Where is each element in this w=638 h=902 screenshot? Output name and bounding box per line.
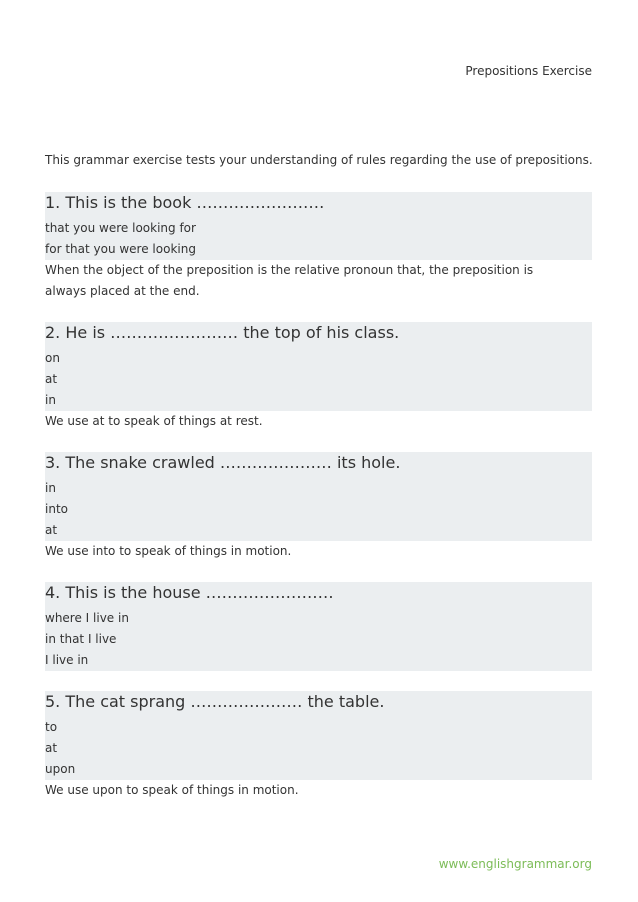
answer-option[interactable]: upon (45, 762, 76, 776)
answer-option[interactable]: I live in (45, 653, 89, 667)
answer-option[interactable]: into (45, 502, 68, 516)
question-4 (45, 582, 592, 671)
questions-list (45, 192, 592, 821)
question-box (45, 452, 592, 541)
question-box (45, 582, 592, 671)
explanation-text: We use at to speak of things at rest. (45, 414, 263, 428)
question-5 (45, 691, 592, 801)
answer-option[interactable]: at (45, 372, 58, 386)
explanation-text: We use into to speak of things in motion. (45, 544, 292, 558)
answer-option[interactable]: at (45, 741, 58, 755)
question-title: 4. This is the house …………………… (45, 583, 334, 602)
answer-option[interactable]: in that I live (45, 632, 117, 646)
question-3 (45, 452, 592, 562)
footer-site-link[interactable]: www.englishgrammar.org (438, 857, 592, 871)
question-title: 5. The cat sprang ………………… the table. (45, 692, 385, 711)
question-box (45, 192, 592, 260)
answer-option[interactable]: that you were looking for (45, 221, 196, 235)
question-title: 2. He is …………………… the top of his class. (45, 323, 400, 342)
question-1 (45, 192, 592, 302)
intro-text: This grammar exercise tests your understanding of rules regarding the use of prepositions. (45, 153, 593, 167)
question-title: 3. The snake crawled ………………… its hole. (45, 453, 401, 472)
answer-option[interactable]: for that you were looking (45, 242, 196, 256)
answer-option[interactable]: in (45, 393, 56, 407)
question-2 (45, 322, 592, 432)
explanation-text: When the object of the preposition is the relative pronoun that, the preposition is always placed at the end. (45, 263, 534, 298)
explanation-text: We use upon to speak of things in motion. (45, 783, 299, 797)
answer-option[interactable]: where I live in (45, 611, 129, 625)
answer-option[interactable]: to (45, 720, 58, 734)
question-box (45, 322, 592, 411)
answer-option[interactable]: on (45, 351, 60, 365)
question-box (45, 691, 592, 780)
answer-option[interactable]: in (45, 481, 56, 495)
document-header-title: Prepositions Exercise (465, 64, 592, 78)
question-title: 1. This is the book …………………… (45, 193, 325, 212)
answer-option[interactable]: at (45, 523, 58, 537)
